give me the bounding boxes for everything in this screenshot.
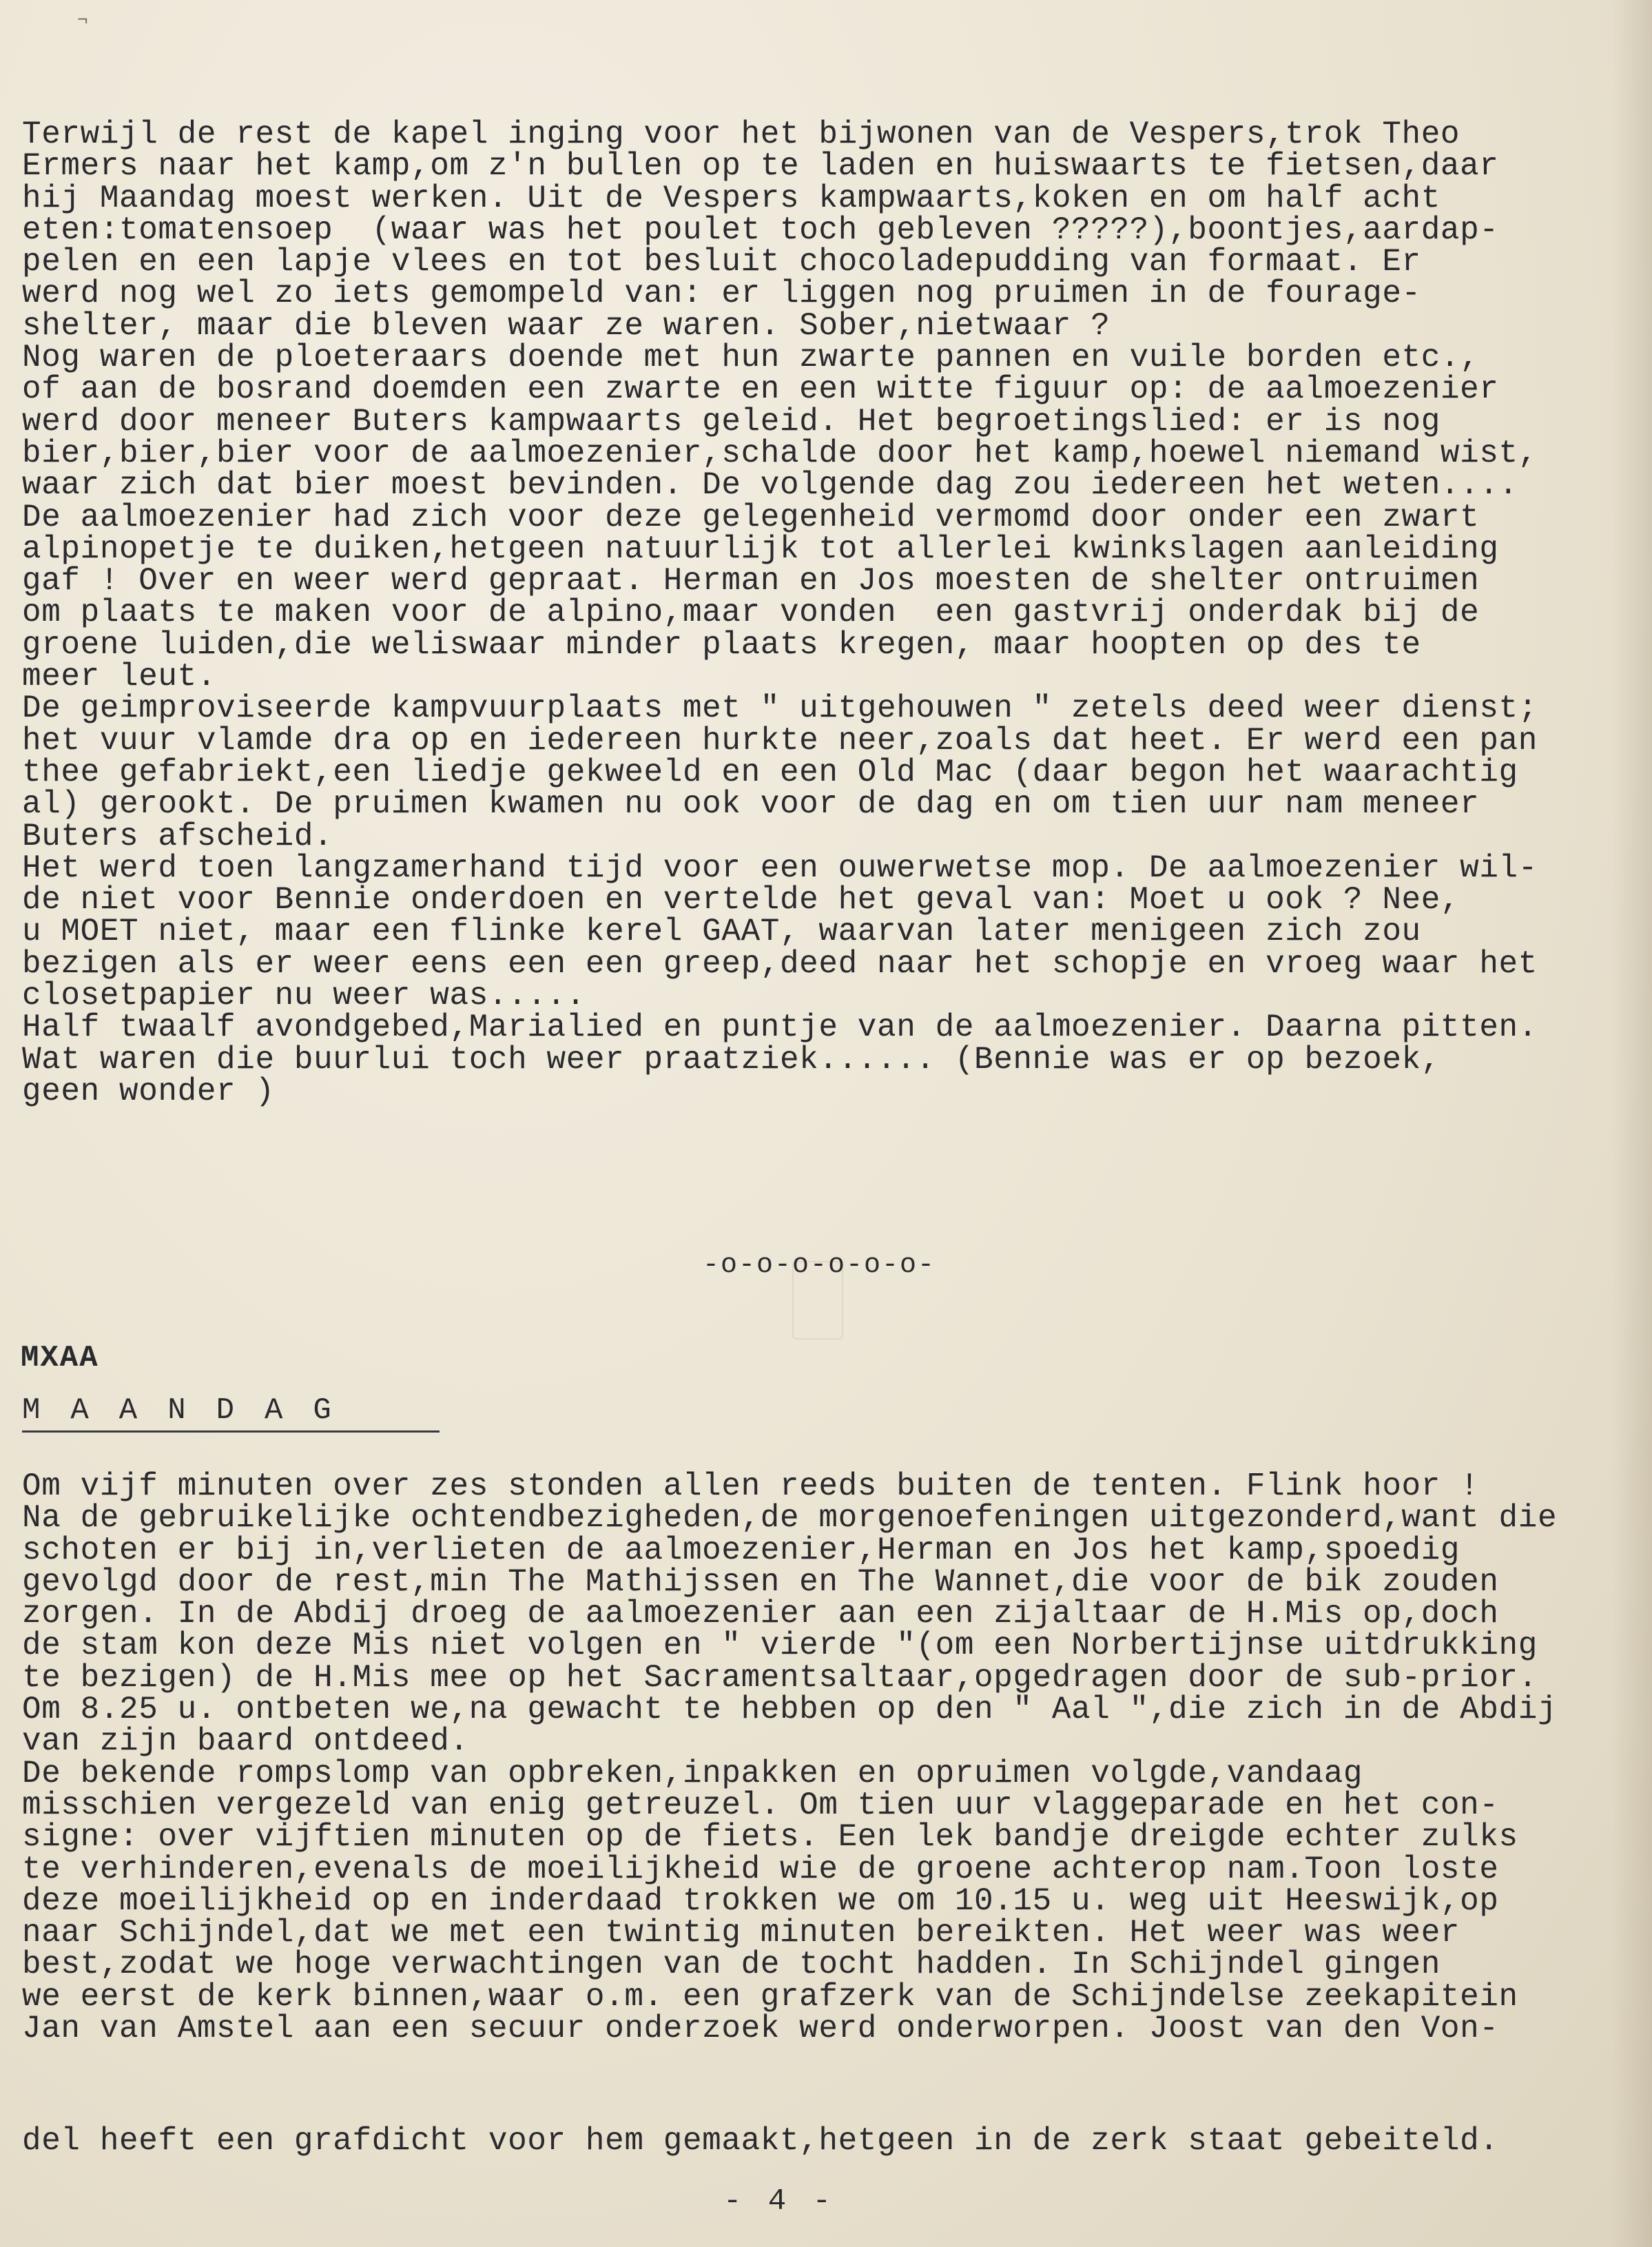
text-line: gevolgd door de rest,min The Mathijssen en The Wannet,die voor de bik zouden bbox=[22, 1563, 1499, 1600]
text-line: schoten er bij in,verlieten de aalmoezenier,Herman en Jos het kamp,spoedig bbox=[22, 1532, 1460, 1568]
text-line: De geimproviseerde kampvuurplaats met " uitgehouwen " zetels deed weer dienst; bbox=[22, 690, 1538, 727]
text-line: Na de gebruikelijke ochtendbezigheden,de morgenoefeningen uitgezonderd,want die bbox=[22, 1500, 1558, 1537]
crossed-out-marker: MXAA bbox=[21, 1341, 99, 1375]
text-line: werd door meneer Buters kampwaarts geleid. Het begroetingslied: er is nog bbox=[22, 403, 1441, 440]
text-line: Het werd toen langzamerhand tijd voor een ouwerwetse mop. De aalmoezenier wil- bbox=[22, 850, 1538, 886]
day-heading-underline bbox=[22, 1430, 440, 1433]
text-line: meer leut. bbox=[22, 659, 217, 695]
text-line: al) gerookt. De pruimen kwamen nu ook voor de dag en om tien uur nam meneer bbox=[22, 786, 1480, 823]
section-sunday-evening bbox=[22, 116, 1634, 1109]
text-line: of aan de bosrand doemden een zwarte en een witte figuur op: de aalmoezenier bbox=[22, 371, 1499, 408]
text-line: van zijn baard ontdeed. bbox=[22, 1723, 469, 1760]
text-line: hij Maandag moest werken. Uit de Vespers kampwaarts,koken en om half acht bbox=[22, 180, 1441, 216]
text-line: Ermers naar het kamp,om z'n bullen op te laden en huiswaarts te fietsen,daar bbox=[22, 148, 1499, 185]
text-line: shelter, maar die bleven waar ze waren. Sober,nietwaar ? bbox=[22, 307, 1111, 344]
text-line: groene luiden,die weliswaar minder plaats kregen, maar hoopten op des te bbox=[22, 626, 1421, 663]
text-line: bezigen als er weer eens een een greep,deed naar het schopje en vroeg waar het bbox=[22, 945, 1538, 982]
text-line: we eerst de kerk binnen,waar o.m. een grafzerk van de Schijndelse zeekapitein bbox=[22, 1978, 1518, 2015]
text-line: Wat waren die buurlui toch weer praatziek...... (Bennie was er op bezoek, bbox=[22, 1041, 1441, 1078]
text-line: de stam kon deze Mis niet volgen en " vierde "(om een Norbertijnse uitdrukking bbox=[22, 1628, 1538, 1664]
text-line: Terwijl de rest de kapel inging voor het bijwonen van de Vespers,trok Theo bbox=[22, 116, 1460, 152]
text-line: gaf ! Over en weer werd gepraat. Herman en Jos moesten de shelter ontruimen bbox=[22, 563, 1480, 599]
corner-mark: ¬ bbox=[77, 10, 88, 30]
text-line: de niet voor Bennie onderdoen en vertelde het geval van: Moet u ook ? Nee, bbox=[22, 882, 1460, 919]
text-line: De aalmoezenier had zich voor deze gelegenheid vermomd door onder een zwart bbox=[22, 499, 1480, 535]
text-line: deze moeilijkheid op en inderdaad trokken we om 10.15 u. weg uit Heeswijk,op bbox=[22, 1882, 1499, 1919]
page-number: - 4 - bbox=[723, 2184, 836, 2219]
text-line: signe: over vijftien minuten op de fiets. Een lek bandje dreigde echter zulks bbox=[22, 1819, 1518, 1856]
paper-edge-shadow bbox=[1611, 0, 1652, 2247]
text-line: Om 8.25 u. ontbeten we,na gewacht te hebben op den " Aal ",die zich in de Abdij bbox=[22, 1692, 1558, 1728]
text-line: best,zodat we hoge verwachtingen van de tocht hadden. In Schijndel gingen bbox=[22, 1947, 1441, 1983]
text-line: geen wonder ) bbox=[22, 1073, 275, 1109]
text-line: Nog waren de ploeteraars doende met hun zwarte pannen en vuile borden etc., bbox=[22, 340, 1480, 376]
text-line: het vuur vlamde dra op en iedereen hurkte neer,zoals dat heet. Er werd een pan bbox=[22, 722, 1538, 759]
text-line: pelen en een lapje vlees en tot besluit chocoladepudding van formaat. Er bbox=[22, 244, 1421, 280]
text-line: closetpapier nu weer was..... bbox=[22, 978, 586, 1014]
text-line: om plaats te maken voor de alpino,maar vonden een gastvrij onderdak bij de bbox=[22, 595, 1480, 631]
text-line: te bezigen) de H.Mis mee op het Sacramentsaltaar,opgedragen door de sub-prior. bbox=[22, 1659, 1538, 1696]
text-line: alpinopetje te duiken,hetgeen natuurlijk tot allerlei kwinkslagen aanleiding bbox=[22, 531, 1499, 567]
text-line: u MOET niet, maar een flinke kerel GAAT, waarvan later menigeen zich zou bbox=[22, 914, 1421, 950]
text-line: Half twaalf avondgebed,Marialied en puntje van de aalmoezenier. Daarna pitten. bbox=[22, 1009, 1538, 1046]
day-heading: MAANDAG bbox=[22, 1393, 362, 1428]
section-monday bbox=[22, 1468, 1634, 2047]
section-divider: -o-o-o-o-o-o- bbox=[703, 1250, 936, 1281]
text-line: misschien vergezeld van enig getreuzel. Om tien uur vlaggeparade en het con- bbox=[22, 1787, 1499, 1823]
text-line: Jan van Amstel aan een secuur onderzoek werd onderworpen. Joost van den Von- bbox=[22, 2011, 1499, 2047]
text-line: te verhinderen,evenals de moeilijkheid wie de groene achterop nam.Toon loste bbox=[22, 1851, 1499, 1887]
text-line: eten:tomatensoep (waar was het poulet toch gebleven ?????),boontjes,aardap- bbox=[22, 212, 1499, 248]
text-line: waar zich dat bier moest bevinden. De volgende dag zou iedereen het weten.... bbox=[22, 467, 1518, 504]
text-line: zorgen. In de Abdij droeg de aalmoezenier aan een zijaltaar de H.Mis op,doch bbox=[22, 1596, 1499, 1632]
text-line: werd nog wel zo iets gemompeld van: er liggen nog pruimen in de fourage- bbox=[22, 276, 1421, 312]
section-monday-last-line: del heeft een grafdicht voor hem gemaakt,hetgeen in de zerk staat gebeiteld. bbox=[22, 2123, 1499, 2159]
text-line: naar Schijndel,dat we met een twintig minuten bereikten. Het weer was weer bbox=[22, 1915, 1460, 1951]
text-line: De bekende rompslomp van opbreken,inpakken en opruimen volgde,vandaag bbox=[22, 1755, 1363, 1792]
text-line: Om vijf minuten over zes stonden allen reeds buiten de tenten. Flink hoor ! bbox=[22, 1468, 1480, 1504]
text-line: thee gefabriekt,een liedje gekweeld en een Old Mac (daar begon het waarachtig bbox=[22, 754, 1518, 790]
text-line: Buters afscheid. bbox=[22, 818, 333, 854]
text-line: bier,bier,bier voor de aalmoezenier,schalde door het kamp,hoewel niemand wist, bbox=[22, 435, 1538, 471]
